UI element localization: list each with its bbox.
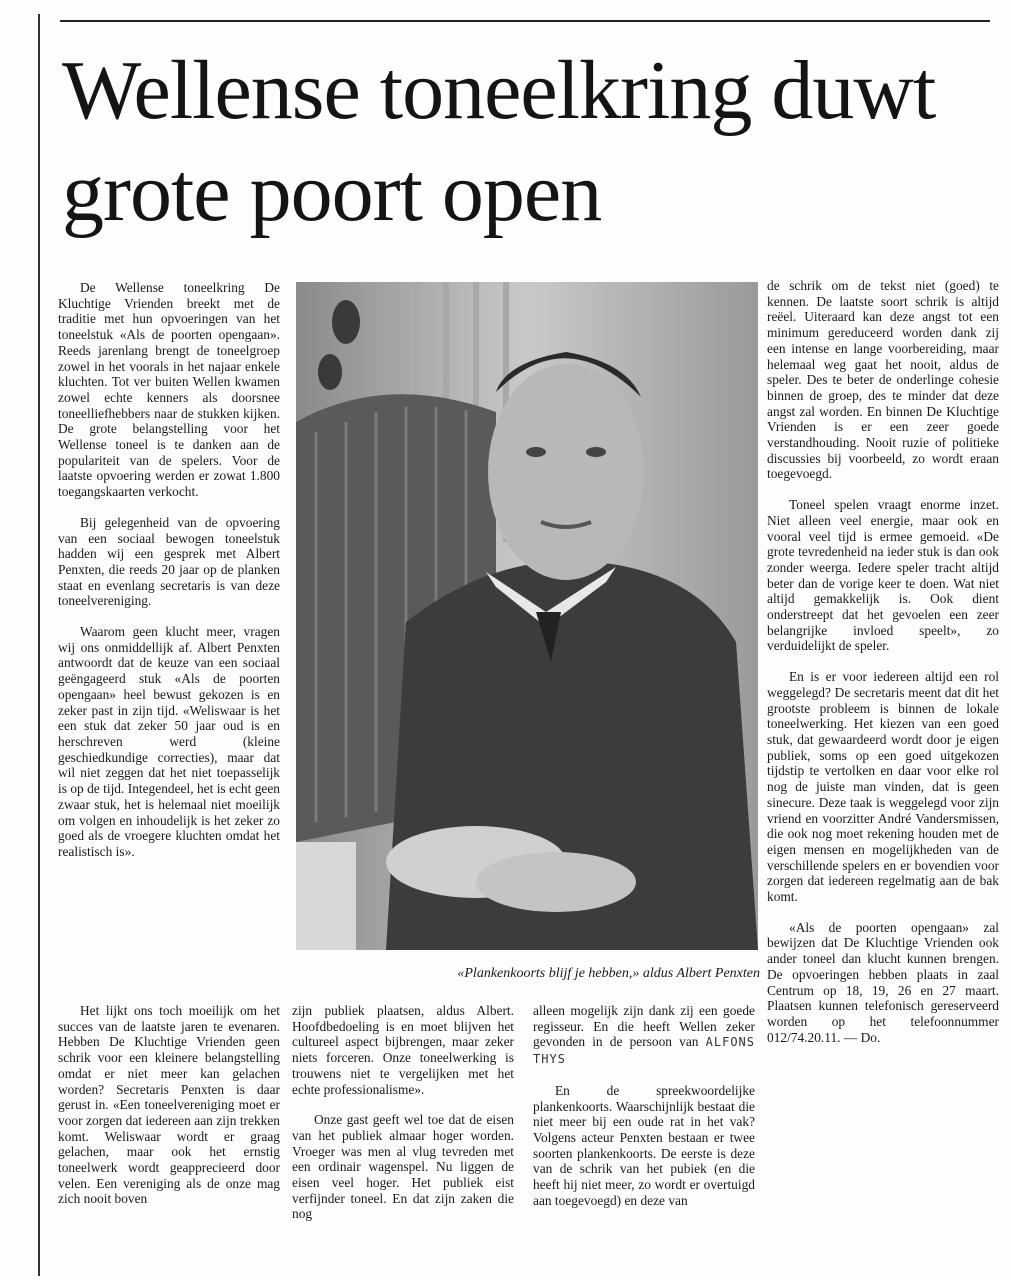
column-4 xyxy=(767,278,999,1060)
column-3 xyxy=(533,1003,755,1223)
paragraph-text: alleen mogelijk zijn dank zij een goede regisseur. En die heeft Wellen zeker gevonden in de persoon van xyxy=(533,1003,755,1050)
paragraph: zijn publiek plaatsen, aldus Albert. Hoofdbedoeling is en moet blijven het cultureel aspect bijbrengen, maar zeker niets forceren. Onze toneelwerking is trouwens niet te vergelijken met het echte professionalisme». xyxy=(292,1003,514,1097)
paragraph: Toneel spelen vraagt enorme inzet. Niet alleen veel energie, maar ook en vooral veel tijd is ermee gemoeid. «De grote tevredenheid na ieder stuk is dan ook zonder weerga. Iedere speler tracht altijd beter dan de vorige keer te doen. Wat niet altijd gemakkelijk is. Ook dient onderstreept dat het gevoelen een zeer belangrijke invloed speelt», zo verduidelijkt de speler. xyxy=(767,497,999,654)
column-1 xyxy=(58,280,280,875)
top-rule xyxy=(60,20,990,22)
paragraph: De Wellense toneelkring De Kluchtige Vrienden breekt met de traditie met hun opvoeringen van het toneelstuk «Als de poorten opengaan». Reeds jarenlang brengt de toneelgroep zowel in het voorals in het najaar enkele kluchten. Tot ver buiten Wellen kwamen zowel echte kenners als doorsnee toneelliefhebbers naar de stukken kijken. De grote belangstelling voor het Wellense toneel is te danken aan de populariteit van de spelers. Voor de laatste opvoering werden er zowat 1.800 toegangskaarten verkocht. xyxy=(58,280,280,500)
paragraph: Bij gelegenheid van de opvoering van een sociaal bewogen toneelstuk hadden wij een gesprek met Albert Penxten, die reeds 20 jaar op de planken staat en evenlang secretaris is van deze toneelvereniging. xyxy=(58,514,280,609)
paragraph: En is er voor iedereen altijd een rol weggelegd? De secretaris meent dat dit het grootste probleem is binnen de lokale toneelwerking. Het kiezen van een goed stuk, dat gewaardeerd wordt door je eigen publiek, soms op een goed uitgekozen tijdstip te vertolken en daar voor elke rol nog de juiste man vinden, dat is geen sinecure. Deze taak is weggelegd voor zijn vriend en voorzitter André Vandersmissen, die ook nog moet rekening houden met de eigen mensen en mogelijkheden van de verschillende spelers en er bovendien voor zorgen dat iedereen regelmatig aan de bak komt. xyxy=(767,669,999,905)
headline: Wellense toneelkring duwt grote poort open xyxy=(62,44,936,239)
paragraph: Onze gast geeft wel toe dat de eisen van het publiek almaar hoger worden. Vroeger was men al vlug tevreden met een ordinair wagenspel. Nu liggen de eisen veel hoger. Het publiek eist verfijnder toneel. En dat zijn zaken die nog xyxy=(292,1112,514,1222)
paragraph: Het lijkt ons toch moeilijk om het succes van de laatste jaren te evenaren. Hebben De Kluchtige Vrienden geen schrik voor een kleinere belangstelling omdat er niet meer kan gelachen worden? Secretaris Penxten is daar gerust in. «Een toneelvereniging moet er voor zorgen dat iedereen aan zijn trekken komt. Weliswaar wordt er graag gelachen, maar ook het ernstig toneelwerk wordt geapprecieerd door velen. Een vereniging als de onze mag zich nooit boven xyxy=(58,1003,280,1207)
paragraph: «Als de poorten opengaan» zal bewijzen dat De Kluchtige Vrienden ook ander toneel dan klucht kunnen brengen. De opvoeringen hebben plaats in zaal Centrum op 18, 19, 26 en 27 maart. Plaatsen kunnen telefonisch gereserveerd worden op het telefoonnummer 012/74.20.11. — Do. xyxy=(767,919,999,1045)
portrait-photo-icon xyxy=(296,282,758,950)
handwritten-name: ALFONS THYS xyxy=(533,1035,756,1067)
portrait-photo xyxy=(296,282,758,950)
paragraph: Waarom geen klucht meer, vragen wij ons onmiddellijk af. Albert Penxten antwoordt dat de keuze van een sociaal geëngageerd stuk «Als de poorten opengaan» heel bewust gekozen is en zeker past in zijn tijd. «Weliswaar is het een stuk dat zeker 50 jaar oud is en herschreven werd (kleine geschiedkundige correcties), maar dat wil niet zeggen dat het niet toepasselijk is op de tijd. Integendeel, het is echt geen zwaar stuk, het is helemaal niet moeilijk om volgen en inhoudelijk is het zeker zo goed als de vroegere kluchten omdat het realistisch is». xyxy=(58,624,280,859)
photo-caption: «Plankenkoorts blijf je hebben,» aldus Albert Penxten xyxy=(457,966,760,981)
column-1-bottom xyxy=(58,1003,280,1222)
paragraph xyxy=(533,1003,755,1068)
paragraph: En de spreekwoordelijke plankenkoorts. Waarschijnlijk bestaat die niet meer bij een oude rat in het vak? Volgens acteur Penxten bestaan er twee soorten plankenkoorts. De eerste is deze van de schrik van het pubiek (en die heeft hij niet meer, zo wordt er overtuigd aan toegevoegd) en deze van xyxy=(533,1082,755,1208)
paragraph: de schrik om de tekst niet (goed) te kennen. De laatste soort schrik is altijd reëel. Uiteraard kan deze angst tot een minimum gereduceerd worden dank zij een intense en lange voorbereiding, maar helemaal weg gaat het nooit, aldus de speler. Des te beter de onderlinge cohesie binnen de groep, des te minder dat deze angst zal worden. En binnen De Kluchtige Vrienden is er een zeer goede verstandhouding. Nooit ruzie of politieke discussies bij voorbeeld, zo wordt eraan toegevoegd. xyxy=(767,278,999,482)
column-2 xyxy=(292,1003,514,1237)
left-rule xyxy=(38,14,40,1276)
